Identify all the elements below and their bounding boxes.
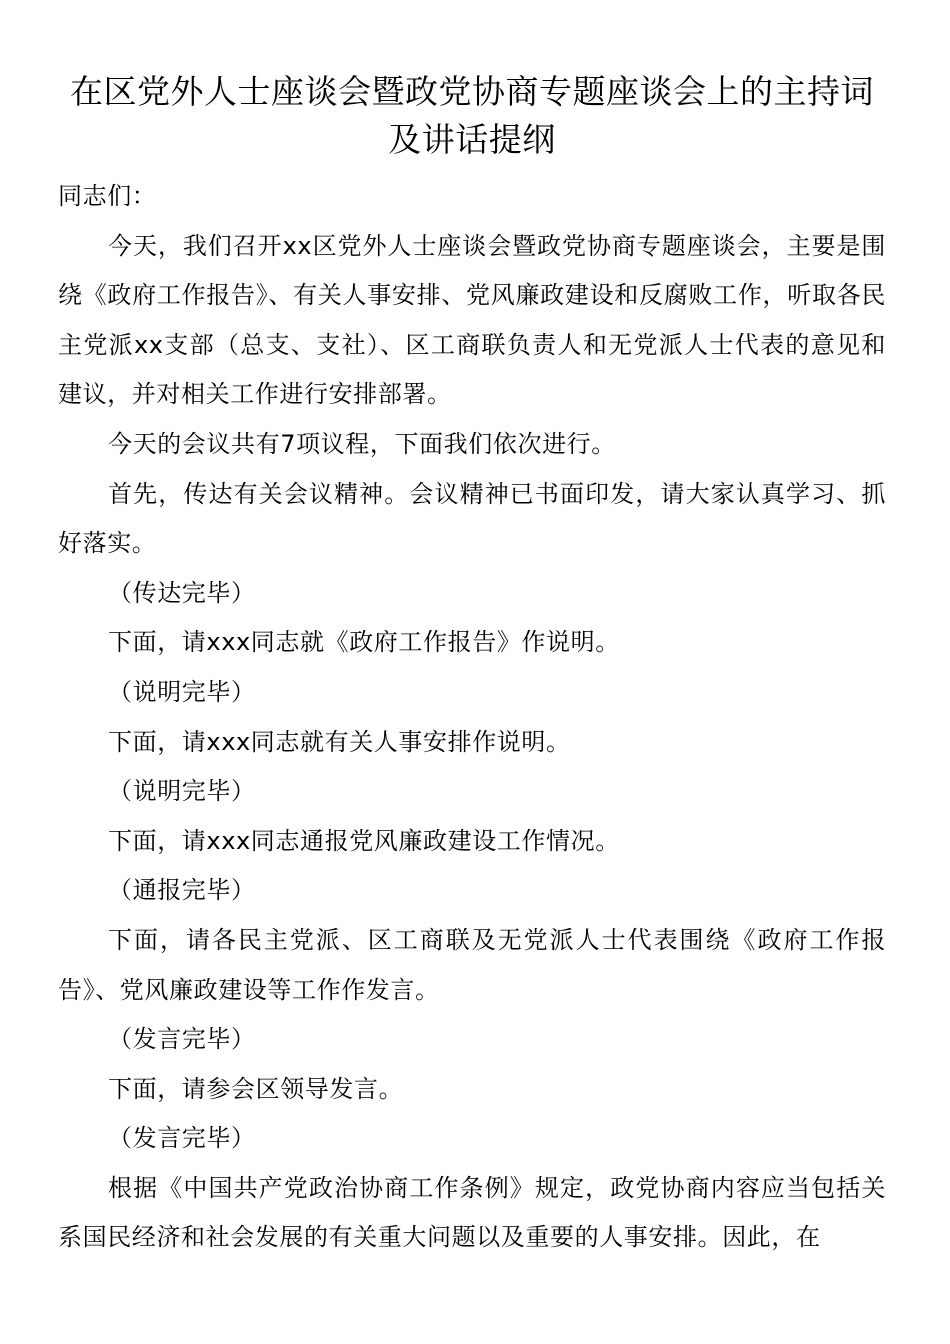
document-title: 在区党外人士座谈会暨政党协商专题座谈会上的主持词及讲话提纲 [70,72,874,159]
paragraph-note-2: （说明完毕） [108,677,256,706]
paragraph-item-5: 下面，请各民主党派、区工商联及无党派人士代表围绕《政府工作报告》、党风廉政建设等工作作发言。 [58,925,886,1004]
document-page [58,68,886,1263]
paragraph-item-6: 下面，请参会区领导发言。 [108,1074,404,1103]
paragraph-note-4: （通报完毕） [108,876,256,905]
document-body [58,172,886,1263]
paragraph-intro: 今天，我们召开xx区党外人士座谈会暨政党协商专题座谈会，主要是围绕《政府工作报告》、有关人事安排、党风廉政建设和反腐败工作，听取各民主党派xx支部（总支、支社）、区工商联负责人和无党派人士代表的意见和建议，并对相关工作进行安排部署。 [58,231,886,409]
paragraph-item-2: 下面，请xxx同志就《政府工作报告》作说明。 [108,628,620,657]
paragraph-note-5: （发言完毕） [108,1025,256,1054]
paragraph-item-1: 首先，传达有关会议精神。会议精神已书面印发，请大家认真学习、抓好落实。 [58,479,886,558]
paragraph-item-3: 下面，请xxx同志就有关人事安排作说明。 [108,727,571,756]
paragraph-note-1: （传达完毕） [108,578,256,607]
paragraph-item-4: 下面，请xxx同志通报党风廉政建设工作情况。 [108,826,620,855]
paragraph-note-6: （发言完毕） [108,1124,256,1153]
paragraph-agenda: 今天的会议共有7项议程，下面我们依次进行。 [108,429,616,458]
salutation: 同志们： [58,182,157,210]
paragraph-note-3: （说明完毕） [108,777,256,806]
paragraph-regulation: 根据《中国共产党政治协商工作条例》规定，政党协商内容应当包括关系国民经济和社会发展的有关重大问题以及重要的人事安排。因此，在 [58,1173,886,1252]
